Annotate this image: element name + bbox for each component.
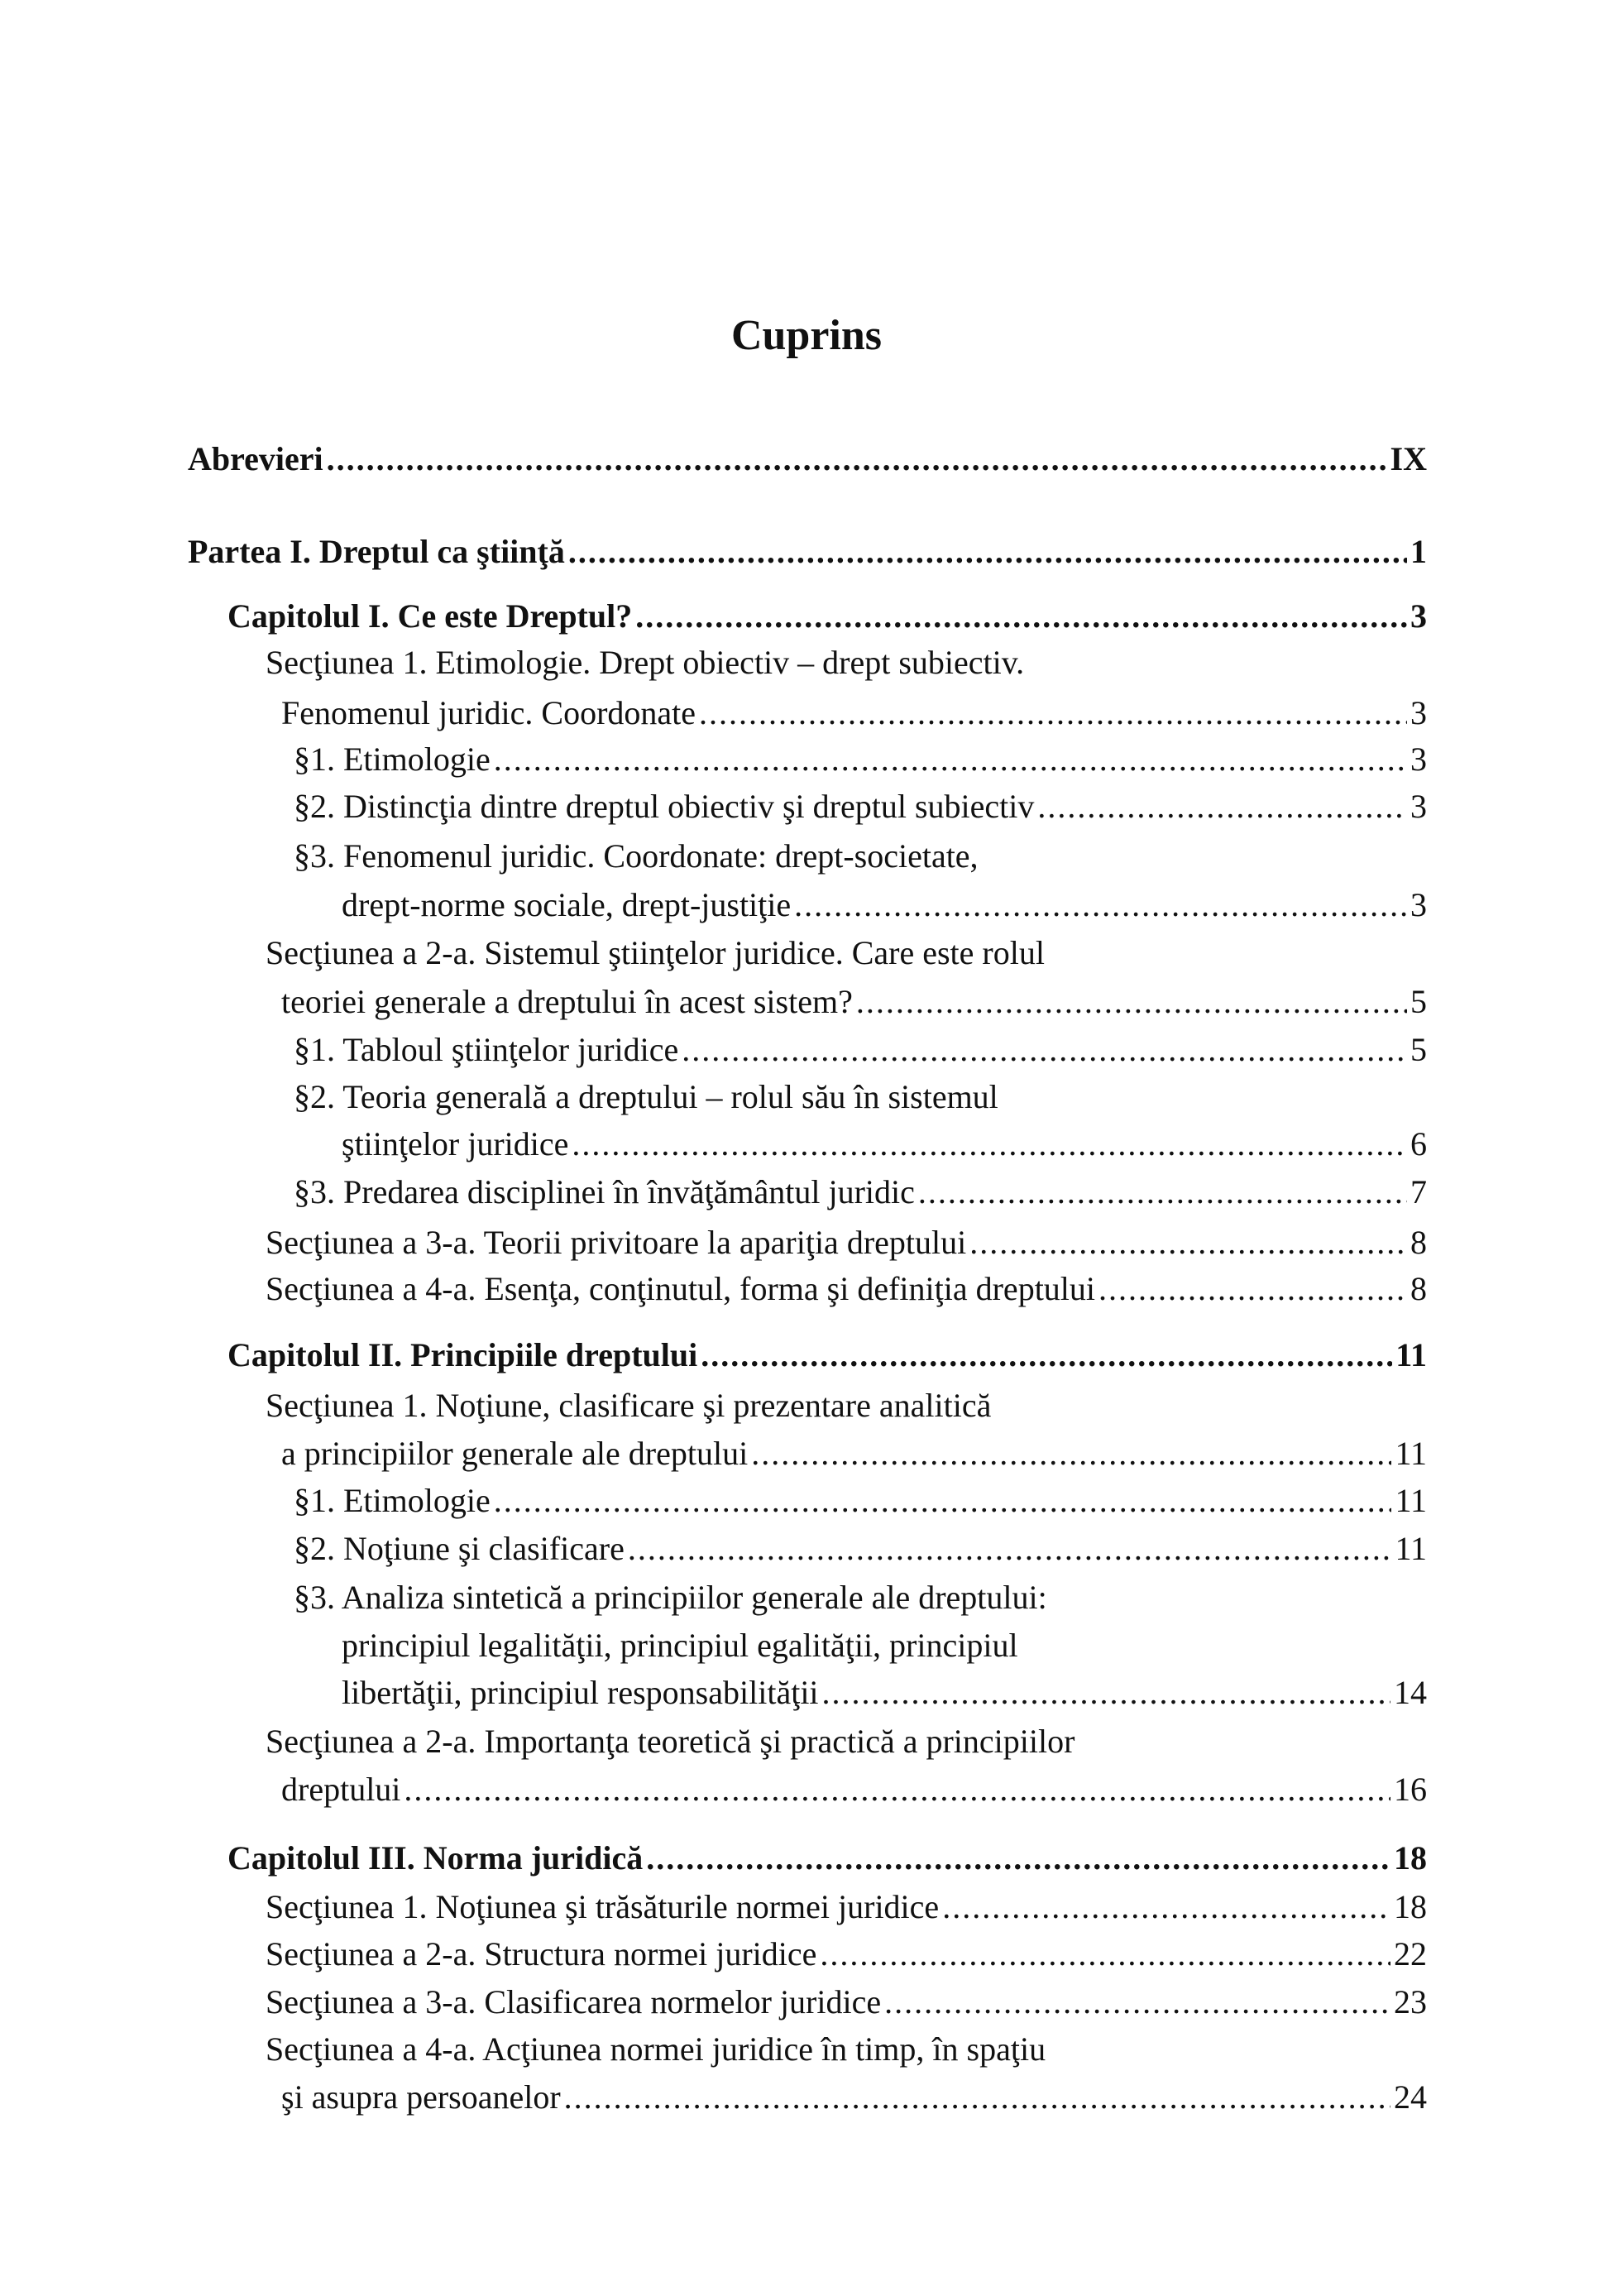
toc-entry-page: 14 (1394, 1674, 1427, 1712)
toc-entry[interactable] (266, 931, 1045, 975)
toc-entry-label: Secţiunea a 2-a. Sistemul ştiinţelor juridice. Care este rolul (266, 934, 1045, 972)
toc-entry[interactable] (227, 1333, 1427, 1378)
toc-entry-label: Partea I. Dreptul ca ştiinţă (188, 532, 565, 570)
toc-entry[interactable] (227, 1836, 1427, 1881)
dot-leader (628, 1527, 1392, 1571)
toc-entry[interactable] (266, 1719, 1075, 1764)
toc-entry[interactable] (281, 2075, 1427, 2120)
dot-leader (404, 1767, 1390, 1812)
toc-entry-label: Secţiunea a 3-a. Teorii privitoare la apariţia dreptului (266, 1223, 967, 1261)
toc-entry-label: ştiinţelor juridice (342, 1124, 569, 1162)
toc-entry-label: §2. Teoria generală a dreptului – rolul său în sistemul (294, 1078, 998, 1116)
toc-entry[interactable] (342, 1670, 1427, 1715)
toc-entry-label: §2. Noţiune şi clasificare (294, 1530, 625, 1568)
toc-entry-label: Secţiunea a 4-a. Esenţa, conţinutul, forma şi definiţia dreptului (266, 1270, 1096, 1308)
toc-entry-label: §1. Etimologie (294, 741, 491, 779)
dot-leader (884, 1980, 1390, 2025)
toc-entry-label: Secţiunea a 3-a. Clasificarea normelor juridice (266, 1983, 882, 2021)
toc-entry[interactable] (266, 1885, 1427, 1929)
dot-leader (564, 2075, 1390, 2120)
toc-entry[interactable] (294, 834, 979, 879)
toc-entry-label: şi asupra persoanelor (281, 2078, 561, 2116)
dot-leader (794, 883, 1407, 928)
toc-entry[interactable] (188, 437, 1427, 482)
dot-leader (856, 980, 1407, 1024)
toc-entry[interactable] (281, 691, 1427, 736)
toc-entry-label: §3. Fenomenul juridic. Coordonate: drept-societate, (294, 837, 979, 875)
toc-entry-label: dreptului (281, 1771, 401, 1809)
toc-entry-page: 11 (1395, 1481, 1427, 1519)
toc-entry[interactable] (294, 784, 1427, 829)
toc-entry-page: 11 (1395, 1530, 1427, 1568)
toc-entry-label: Capitolul I. Ce este Dreptul? (227, 597, 633, 635)
toc-entry-label: teoriei generale a dreptului în acest sistem? (281, 982, 853, 1020)
toc-entry[interactable] (266, 1932, 1427, 1977)
toc-entry-label: §3. Predarea disciplinei în învăţământul juridic (294, 1173, 915, 1211)
toc-entry[interactable] (281, 1431, 1427, 1476)
dot-leader (751, 1431, 1391, 1476)
toc-entry-label: principiul legalităţii, principiul egalităţii, principiul (342, 1627, 1018, 1665)
dot-leader (572, 1122, 1407, 1167)
toc-entry-label: §2. Distincţia dintre dreptul obiectiv şi dreptul subiectiv (294, 788, 1035, 826)
toc-entry[interactable] (281, 980, 1427, 1024)
toc-entry-page: 3 (1410, 693, 1427, 731)
toc-entry[interactable] (266, 1980, 1427, 2025)
toc-entry-page: 5 (1410, 982, 1427, 1020)
toc-entry[interactable] (294, 1575, 1047, 1620)
dot-leader (822, 1670, 1390, 1715)
toc-entry[interactable] (342, 883, 1427, 928)
toc-entry-label: Secţiunea 1. Noţiunea şi trăsăturile normei juridice (266, 1887, 940, 1925)
page-title: Cuprins (730, 312, 883, 359)
toc-entry[interactable] (266, 1267, 1427, 1311)
toc-entry[interactable] (294, 1479, 1427, 1523)
toc-entry-label: Capitolul II. Principiile dreptului (227, 1336, 698, 1374)
dot-leader (682, 1028, 1407, 1072)
toc-entry-page: 18 (1394, 1887, 1427, 1925)
toc-entry-page: 11 (1395, 1435, 1427, 1473)
toc-entry-label: Secţiunea a 4-a. Acţiunea normei juridice în timp, în spaţiu (266, 2030, 1046, 2068)
toc-entry-page: 8 (1410, 1223, 1427, 1261)
toc-entry-page: 5 (1410, 1031, 1427, 1069)
toc-entry[interactable] (342, 1623, 1018, 1668)
toc-entry[interactable] (294, 737, 1427, 782)
toc-entry-page: 16 (1394, 1771, 1427, 1809)
toc-entry-page: 23 (1394, 1983, 1427, 2021)
toc-entry-label: Capitolul III. Norma juridică (227, 1839, 644, 1877)
toc-entry[interactable] (188, 530, 1427, 574)
dot-leader (699, 691, 1407, 736)
toc-entry-label: §1. Tabloul ştiinţelor juridice (294, 1031, 679, 1069)
dot-leader (969, 1220, 1407, 1265)
toc-entry[interactable] (294, 1170, 1427, 1215)
toc-entry-label: a principiilor generale ale dreptului (281, 1435, 749, 1473)
toc-entry-label: drept-norme sociale, drept-justiţie (342, 885, 792, 923)
dot-leader (494, 737, 1407, 782)
toc-entry[interactable] (342, 1122, 1427, 1167)
toc-entry[interactable] (294, 1075, 998, 1119)
toc-entry-page: 18 (1394, 1839, 1427, 1877)
toc-entry-page: 6 (1410, 1124, 1427, 1162)
dot-leader (568, 530, 1407, 574)
toc-entry-page: 24 (1394, 2078, 1427, 2116)
toc-entry-page: 7 (1410, 1173, 1427, 1211)
toc-entry[interactable] (266, 1220, 1427, 1265)
toc-entry-label: Secţiunea a 2-a. Structura normei juridice (266, 1934, 817, 1972)
toc-entry-label: libertăţii, principiul responsabilităţii (342, 1674, 819, 1712)
toc-entry[interactable] (266, 2027, 1046, 2072)
dot-leader (701, 1333, 1392, 1378)
toc-entry-page: 22 (1394, 1934, 1427, 1972)
dot-leader (942, 1885, 1390, 1929)
dot-leader (494, 1479, 1392, 1523)
toc-entry[interactable] (266, 1383, 991, 1428)
dot-leader (646, 1836, 1390, 1881)
dot-leader (1098, 1267, 1407, 1311)
toc-entry-label: Fenomenul juridic. Coordonate (281, 693, 696, 731)
toc-entry-label: §1. Etimologie (294, 1481, 491, 1519)
toc-entry-label: Abrevieri (188, 439, 323, 477)
toc-entry[interactable] (294, 1028, 1427, 1072)
toc-entry[interactable] (294, 1527, 1427, 1571)
toc-entry-page: 3 (1410, 741, 1427, 779)
toc-entry-page: 3 (1410, 885, 1427, 923)
dot-leader (918, 1170, 1407, 1215)
dot-leader (1037, 784, 1407, 829)
toc-entry-page: 3 (1410, 788, 1427, 826)
toc-entry-page: IX (1390, 439, 1427, 477)
toc-entry-label: Secţiunea a 2-a. Importanţa teoretică şi practică a principiilor (266, 1722, 1075, 1760)
toc-entry-page: 1 (1410, 532, 1427, 570)
toc-entry-page: 3 (1410, 597, 1427, 635)
dot-leader (820, 1932, 1390, 1977)
dot-leader (635, 594, 1407, 639)
toc-entry[interactable] (266, 640, 1024, 685)
toc-entry-label: Secţiunea 1. Noţiune, clasificare şi prezentare analitică (266, 1386, 992, 1424)
toc-entry-page: 8 (1410, 1270, 1427, 1308)
toc-entry-label: Secţiunea 1. Etimologie. Drept obiectiv – drept subiectiv. (266, 644, 1025, 682)
toc-entry-page: 11 (1395, 1336, 1427, 1374)
toc-entry-label: §3. Analiza sintetică a principiilor generale ale dreptului: (294, 1578, 1047, 1616)
dot-leader (327, 437, 1387, 482)
toc-entry[interactable] (227, 594, 1427, 639)
toc-entry[interactable] (281, 1767, 1427, 1812)
